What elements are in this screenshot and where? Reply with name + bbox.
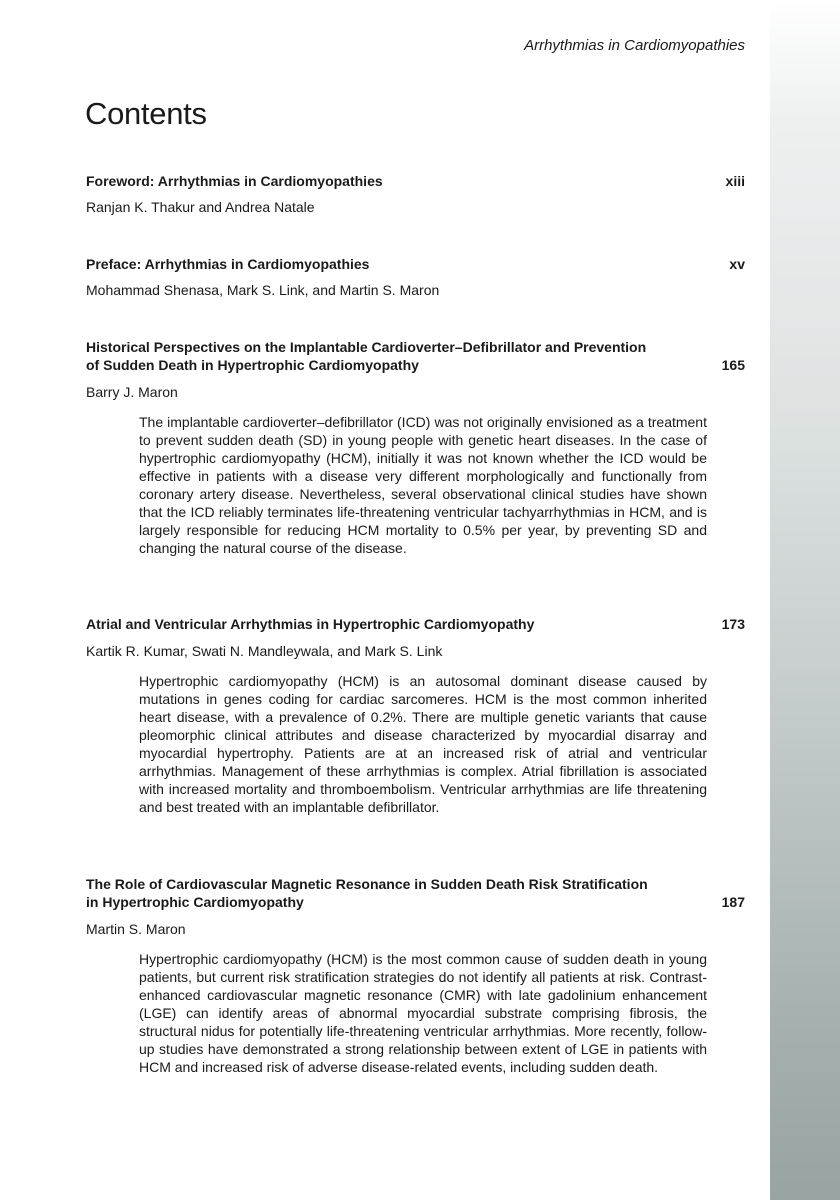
page-number[interactable]: xv [729,256,745,272]
entry-authors: Martin S. Maron [86,921,186,937]
entry-title-line-1: The Role of Cardiovascular Magnetic Resonance in Sudden Death Risk Stratification [86,876,648,892]
entry-title[interactable]: Atrial and Ventricular Arrhythmias in Hypertrophic Cardiomyopathy [86,616,535,632]
entry-title[interactable] [86,875,726,911]
entry-abstract: Hypertrophic cardiomyopathy (HCM) is the most common cause of sudden death in young patients, but current risk stratification strategies do not identify all patients at risk. Contrast-enhanced cardiovascular magnetic resonance (CMR) with late gadolinium enhancement (LGE) can identify areas of abnormal myocardial substrate comprising fibrosis, the structural nidus for potentially life-threatening ventricular arrhythmias. More recently, follow-up studies have demonstrated a strong relationship between extent of LGE in patients with HCM and increased risk of adverse disease-related events, including sudden death. [139,951,707,1075]
running-head: Arrhythmias in Cardiomyopathies [524,37,745,54]
page-title: Contents [85,96,207,131]
entry-title[interactable]: Preface: Arrhythmias in Cardiomyopathies [86,256,370,272]
side-color-bar [770,0,840,1200]
entry-title-line-2: of Sudden Death in Hypertrophic Cardiomyopathy [86,357,419,373]
entry-abstract: Hypertrophic cardiomyopathy (HCM) is an autosomal dominant disease caused by mutations in genes coding for cardiac sarcomeres. HCM is the most common inherited heart disease, with a prevalence of 0.2%. There are multiple genetic variants that cause pleomorphic clinical attributes and disease characterized by myocardial disarray and myocardial hypertrophy. Patients are at an increased risk of atrial and ventricular arrhythmias. Management of these arrhythmias is complex. Atrial fibrillation is associated with increased mortality and thromboembolism. Ventricular arrhythmias are life threatening and best treated with an implantable defibrillator. [139,673,707,815]
page-number[interactable]: 165 [721,357,745,373]
entry-authors: Barry J. Maron [86,384,178,400]
entry-abstract: The implantable cardioverter–defibrillator (ICD) was not originally envisioned as a treatment to prevent sudden death (SD) in young people with genetic heart diseases. In the case of hypertrophic cardiomyopathy (HCM), initially it was not known whether the ICD would be effective in patients with a disease very different morphologically and functionally from coronary artery disease. Nevertheless, several observational clinical studies have shown that the ICD reliably terminates life-threatening ventricular tachyarrhythmias in HCM, and is largely responsible for reducing HCM mortality to 0.5% per year, by preventing SD and changing the natural course of the disease. [139,414,707,556]
entry-authors: Mohammad Shenasa, Mark S. Link, and Martin S. Maron [86,282,440,298]
entry-title-line-1: Historical Perspectives on the Implantable Cardioverter–Defibrillator and Prevention [86,339,647,355]
entry-title[interactable] [86,338,726,374]
page-number[interactable]: 187 [721,894,745,910]
entry-authors: Kartik R. Kumar, Swati N. Mandleywala, and Mark S. Link [86,643,443,659]
entry-authors: Ranjan K. Thakur and Andrea Natale [86,199,315,215]
page-number[interactable]: 173 [721,616,745,632]
entry-title-line-2: in Hypertrophic Cardiomyopathy [86,894,304,910]
page-number[interactable]: xiii [725,173,745,189]
entry-title[interactable]: Foreword: Arrhythmias in Cardiomyopathies [86,173,383,189]
